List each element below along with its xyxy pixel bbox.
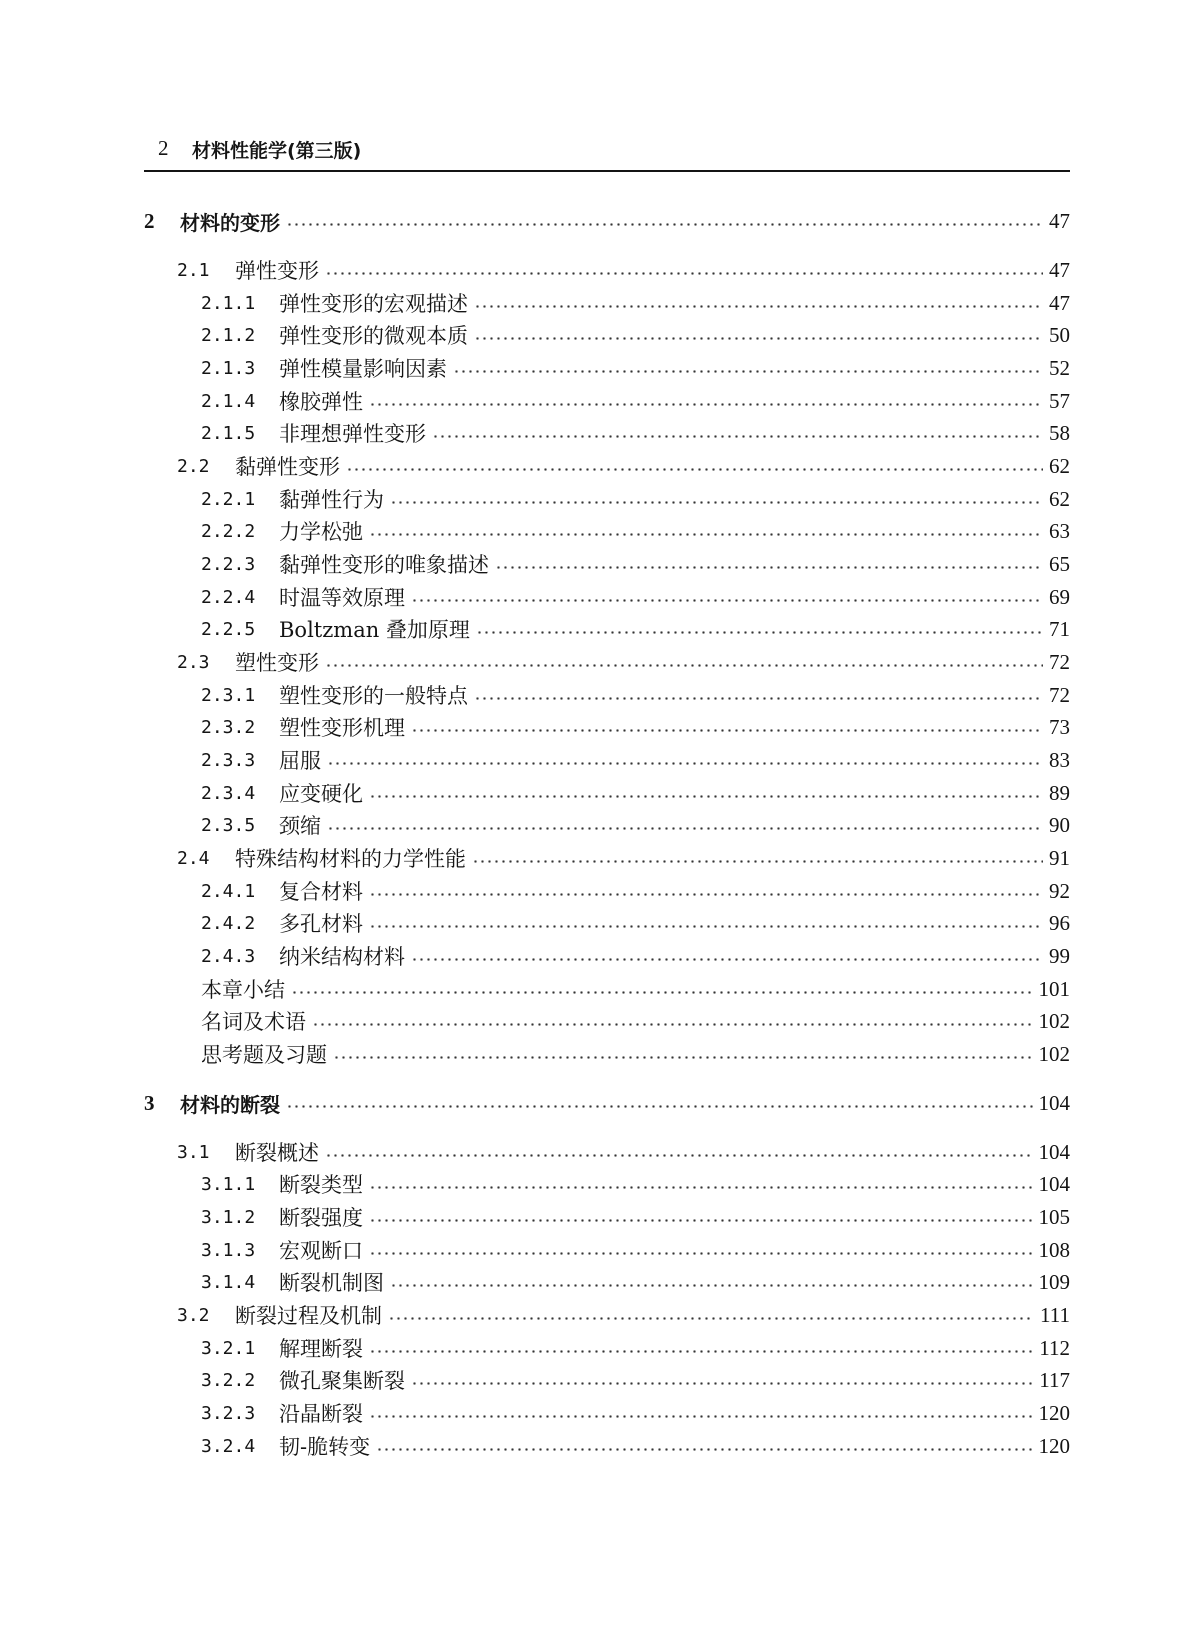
dot-leader <box>369 795 1043 798</box>
toc-entry-number: 3.1.1 <box>201 1173 256 1195</box>
toc-subsection-entry <box>144 1167 1070 1201</box>
toc-entry-title: 沿晶断裂 <box>279 1402 363 1426</box>
dot-leader <box>325 1154 1033 1157</box>
toc-subsection-entry <box>144 1265 1070 1299</box>
dot-leader <box>474 337 1043 340</box>
toc-entry-title: 塑性变形 <box>235 651 319 675</box>
toc-subsection-entry <box>144 808 1070 842</box>
dot-leader <box>369 533 1043 536</box>
toc-entry-title: 黏弹性行为 <box>279 488 384 512</box>
dot-leader <box>388 1317 1034 1320</box>
toc-entry-title: 本章小结 <box>201 978 285 1002</box>
toc-entry-number: 3.2.1 <box>201 1337 256 1359</box>
toc-entry-page: 69 <box>1049 584 1070 609</box>
dot-leader <box>376 1448 1032 1451</box>
toc-entry-number: 3.1.3 <box>201 1239 256 1261</box>
toc-entry-page: 72 <box>1049 649 1070 674</box>
toc-entry-title: 解理断裂 <box>279 1337 363 1361</box>
toc-entry-page: 47 <box>1049 257 1070 282</box>
toc-entry-title: 思考题及习题 <box>201 1043 327 1067</box>
dot-leader <box>495 566 1043 569</box>
toc-entry-number: 2.2.2 <box>201 520 256 542</box>
toc-chapter-entry <box>144 204 1070 238</box>
toc-entry-title: 纳米结构材料 <box>279 945 405 969</box>
toc-subsection-entry <box>144 514 1070 548</box>
dot-leader <box>291 991 1033 994</box>
toc-subsection-entry <box>144 351 1070 385</box>
toc-subsection-entry <box>144 482 1070 516</box>
toc-entry-number: 3.2.4 <box>201 1435 256 1457</box>
toc-entry-title: 断裂过程及机制 <box>235 1304 382 1328</box>
toc-subsection-entry <box>144 1200 1070 1234</box>
toc-entry-title: 非理想弹性变形 <box>279 422 426 446</box>
toc-entry-page: 105 <box>1038 1204 1070 1229</box>
toc-section-entry <box>144 1298 1070 1332</box>
toc-entry-page: 47 <box>1049 208 1070 233</box>
toc-entry-page: 104 <box>1038 1171 1070 1196</box>
toc-entry-number: 3.1 <box>177 1141 210 1163</box>
toc-subsection-entry <box>144 710 1070 744</box>
toc-subsection-entry <box>144 678 1070 712</box>
dot-leader <box>369 1219 1033 1222</box>
dot-leader <box>369 1186 1033 1189</box>
toc-entry-number: 3.1.4 <box>201 1271 256 1293</box>
toc-entry-page: 96 <box>1049 910 1070 935</box>
toc-entry-page: 63 <box>1049 518 1070 543</box>
toc-entry-title: 弹性变形 <box>235 259 319 283</box>
toc-entry-page: 117 <box>1039 1367 1070 1392</box>
book-title: 材料性能学(第三版) <box>192 140 362 162</box>
dot-leader <box>369 1252 1033 1255</box>
toc-entry-title: 韧-脆转变 <box>279 1435 371 1459</box>
toc-subsection-entry <box>144 580 1070 614</box>
toc-entry-number: 2.1.3 <box>201 357 256 379</box>
dot-leader <box>474 697 1043 700</box>
page-number: 2 <box>158 136 169 160</box>
toc-entry-page: 120 <box>1038 1400 1070 1425</box>
toc-entry-page: 104 <box>1038 1139 1070 1164</box>
toc-subsection-entry <box>144 776 1070 810</box>
dot-leader <box>411 958 1043 961</box>
toc-entry-number: 2.1 <box>177 259 210 281</box>
toc-entry-title: 颈缩 <box>279 814 321 838</box>
dot-leader <box>474 305 1043 308</box>
toc-entry-title: 弹性变形的宏观描述 <box>279 292 468 316</box>
toc-subsection-entry <box>144 416 1070 450</box>
toc-entry-number: 2.4.1 <box>201 880 256 902</box>
toc-subsection-entry <box>144 547 1070 581</box>
toc-entry-page: 65 <box>1049 551 1070 576</box>
toc-entry-title: 黏弹性变形 <box>235 455 340 479</box>
toc-appendix-entry <box>144 1004 1070 1038</box>
toc-entry-page: 72 <box>1049 682 1070 707</box>
toc-subsection-entry <box>144 1396 1070 1430</box>
toc-entry-page: 71 <box>1049 616 1070 641</box>
toc-entry-page: 112 <box>1039 1335 1070 1360</box>
toc-entry-page: 57 <box>1049 388 1070 413</box>
toc-entry-page: 50 <box>1049 322 1070 347</box>
toc-subsection-entry <box>144 1429 1070 1463</box>
dot-leader <box>390 1284 1033 1287</box>
toc-entry-page: 62 <box>1049 453 1070 478</box>
toc-entry-page: 62 <box>1049 486 1070 511</box>
toc-entry-number: 2.2.3 <box>201 553 256 575</box>
toc-chapter-entry <box>144 1086 1070 1120</box>
toc-entry-title: 塑性变形机理 <box>279 716 405 740</box>
toc-entry-title: 断裂强度 <box>279 1206 363 1230</box>
dot-leader <box>327 827 1043 830</box>
dot-leader <box>476 631 1043 634</box>
toc-entry-title: 时温等效原理 <box>279 586 405 610</box>
toc-entry-page: 83 <box>1049 747 1070 772</box>
toc-entry-title: 弹性模量影响因素 <box>279 357 447 381</box>
toc-entry-page: 91 <box>1049 845 1070 870</box>
toc-entry-number: 3.2.3 <box>201 1402 256 1424</box>
toc-entry-title: 橡胶弹性 <box>279 390 363 414</box>
toc-entry-number: 2.1.5 <box>201 422 256 444</box>
dot-leader <box>472 860 1043 863</box>
toc-subsection-entry <box>144 384 1070 418</box>
toc-entry-title: 特殊结构材料的力学性能 <box>235 847 466 871</box>
dot-leader <box>369 893 1043 896</box>
toc-entry-number: 3.2.2 <box>201 1369 256 1391</box>
toc-entry-page: 47 <box>1049 290 1070 315</box>
toc-subsection-entry <box>144 1233 1070 1267</box>
toc-entry-title: 断裂类型 <box>279 1173 363 1197</box>
toc-entry-title: 力学松弛 <box>279 520 363 544</box>
toc-subsection-entry <box>144 906 1070 940</box>
toc-entry-page: 99 <box>1049 943 1070 968</box>
dot-leader <box>327 762 1043 765</box>
toc-entry-number: 2 <box>144 208 155 233</box>
toc-entry-page: 52 <box>1049 355 1070 380</box>
toc-subsection-entry <box>144 1331 1070 1365</box>
dot-leader <box>390 501 1043 504</box>
toc-entry-title: 材料的变形 <box>180 210 280 235</box>
toc-entry-title: 塑性变形的一般特点 <box>279 684 468 708</box>
toc-section-entry <box>144 841 1070 875</box>
toc-entry-number: 2.1.1 <box>201 292 256 314</box>
toc-entry-page: 108 <box>1038 1237 1070 1262</box>
toc-entry-title: 名词及术语 <box>201 1010 306 1034</box>
dot-leader <box>411 729 1043 732</box>
toc-entry-page: 101 <box>1038 976 1070 1001</box>
toc-subsection-entry <box>144 612 1070 646</box>
toc-entry-page: 109 <box>1038 1269 1070 1294</box>
dot-leader <box>432 435 1043 438</box>
toc-entry-number: 3.1.2 <box>201 1206 256 1228</box>
toc-entry-title: Boltzman 叠加原理 <box>279 618 470 642</box>
toc-entry-page: 104 <box>1038 1090 1070 1115</box>
dot-leader <box>346 468 1043 471</box>
dot-leader <box>369 1350 1033 1353</box>
toc-entry-number: 2.3.1 <box>201 684 256 706</box>
toc-entry-title: 微孔聚集断裂 <box>279 1369 405 1393</box>
toc-section-entry <box>144 449 1070 483</box>
dot-leader <box>369 403 1043 406</box>
toc-entry-number: 2.3 <box>177 651 210 673</box>
toc-entry-page: 102 <box>1038 1008 1070 1033</box>
toc-entry-number: 2.2.5 <box>201 618 256 640</box>
toc-entry-number: 3 <box>144 1090 155 1115</box>
toc-entry-number: 2.1.4 <box>201 390 256 412</box>
dot-leader <box>325 664 1043 667</box>
toc-appendix-entry <box>144 1037 1070 1071</box>
toc-entry-number: 2.2 <box>177 455 210 477</box>
toc-subsection-entry <box>144 939 1070 973</box>
toc-entry-page: 58 <box>1049 420 1070 445</box>
dot-leader <box>325 272 1043 275</box>
dot-leader <box>411 1382 1033 1385</box>
toc-entry-number: 2.2.1 <box>201 488 256 510</box>
toc-entry-page: 89 <box>1049 780 1070 805</box>
toc-entry-page: 90 <box>1049 812 1070 837</box>
toc-entry-title: 屈服 <box>279 749 321 773</box>
dot-leader <box>333 1056 1033 1059</box>
toc-entry-number: 2.3.5 <box>201 814 256 836</box>
toc-entry-title: 复合材料 <box>279 880 363 904</box>
dot-leader <box>369 1415 1033 1418</box>
toc-entry-title: 弹性变形的微观本质 <box>279 324 468 348</box>
toc-subsection-entry <box>144 318 1070 352</box>
toc-entry-page: 102 <box>1038 1041 1070 1066</box>
toc-entry-title: 材料的断裂 <box>180 1092 280 1117</box>
toc-entry-title: 黏弹性变形的唯象描述 <box>279 553 489 577</box>
toc-section-entry <box>144 253 1070 287</box>
toc-appendix-entry <box>144 972 1070 1006</box>
toc-entry-number: 2.3.2 <box>201 716 256 738</box>
toc-entry-title: 断裂概述 <box>235 1141 319 1165</box>
toc-section-entry <box>144 1135 1070 1169</box>
toc-entry-number: 3.2 <box>177 1304 210 1326</box>
toc-entry-title: 断裂机制图 <box>279 1271 384 1295</box>
dot-leader <box>286 1105 1033 1108</box>
toc-entry-title: 多孔材料 <box>279 912 363 936</box>
toc-entry-number: 2.4.2 <box>201 912 256 934</box>
toc-subsection-entry <box>144 743 1070 777</box>
toc-section-entry <box>144 645 1070 679</box>
dot-leader <box>369 925 1043 928</box>
toc-subsection-entry <box>144 874 1070 908</box>
toc-entry-title: 应变硬化 <box>279 782 363 806</box>
toc-subsection-entry <box>144 286 1070 320</box>
toc-entry-page: 111 <box>1040 1302 1070 1327</box>
toc-entry-page: 73 <box>1049 714 1070 739</box>
dot-leader <box>411 599 1043 602</box>
dot-leader <box>453 370 1043 373</box>
toc-entry-title: 宏观断口 <box>279 1239 363 1263</box>
toc-entry-number: 2.3.4 <box>201 782 256 804</box>
toc-subsection-entry <box>144 1363 1070 1397</box>
toc-entry-page: 92 <box>1049 878 1070 903</box>
toc-entry-number: 2.4.3 <box>201 945 256 967</box>
dot-leader <box>312 1023 1033 1026</box>
toc-entry-number: 2.2.4 <box>201 586 256 608</box>
toc-entry-number: 2.3.3 <box>201 749 256 771</box>
toc-entry-page: 120 <box>1038 1433 1070 1458</box>
dot-leader <box>286 223 1043 226</box>
toc-entry-number: 2.1.2 <box>201 324 256 346</box>
toc-entry-number: 2.4 <box>177 847 210 869</box>
running-header <box>144 136 1070 172</box>
